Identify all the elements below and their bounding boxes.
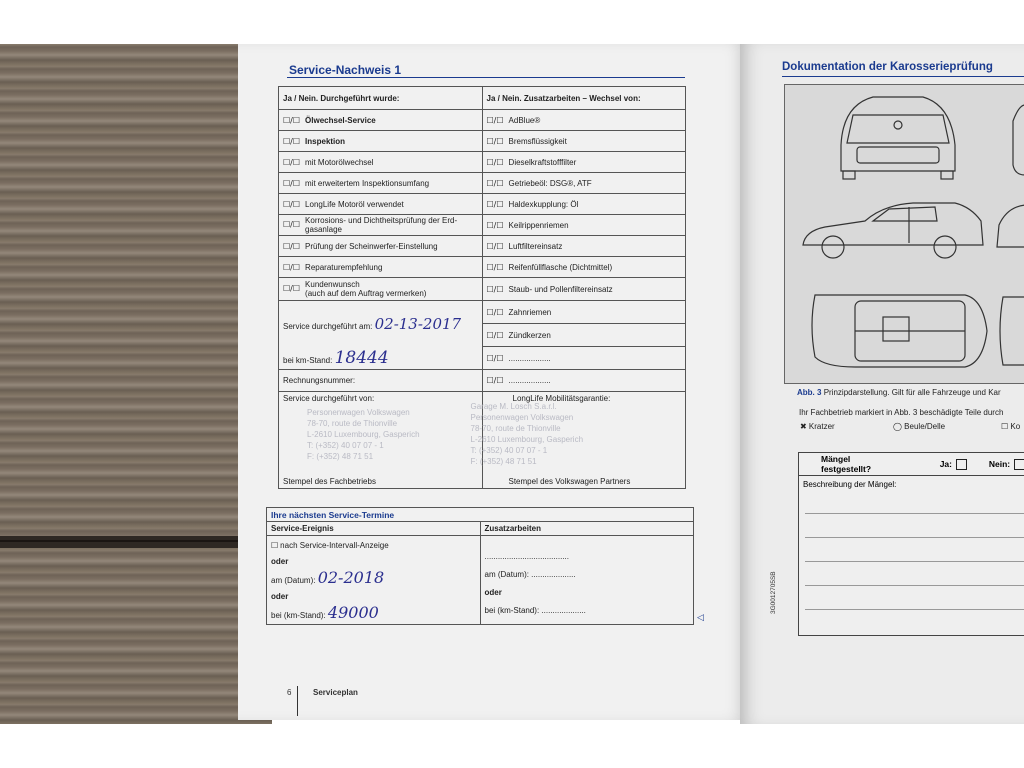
row-dieselfilter[interactable]: ☐/☐ Dieselkraftstofffilter: [482, 152, 686, 173]
nein-checkbox[interactable]: [1014, 459, 1024, 470]
car-diagram-svg: [785, 85, 1024, 383]
row-zuendkerzen[interactable]: ☐/☐ Zündkerzen: [482, 324, 686, 347]
next-service-title: Ihre nächsten Service-Termine: [267, 508, 694, 522]
triangle-icon: ◁: [697, 612, 704, 622]
km-cell[interactable]: bei km-Stand: 18444: [279, 347, 483, 370]
checkbox-icon[interactable]: ☐/☐: [486, 136, 504, 146]
row-longlife[interactable]: ☐/☐ LongLife Motoröl verwendet: [279, 194, 483, 215]
col-additional-work: Zusatzarbeiten: [480, 522, 694, 536]
handwritten-next-date: 02-2018: [317, 568, 385, 587]
defects-question: Mängel festgestellt?: [821, 454, 872, 474]
header-performed: Ja / Nein. Durchgeführt wurde:: [279, 87, 483, 110]
checkbox-icon[interactable]: ☐/☐: [283, 220, 301, 230]
header-additional: Ja / Nein. Zusatzarbeiten – Wechsel von:: [482, 87, 686, 110]
row-bremsfluessigkeit[interactable]: ☐/☐ Bremsflüssigkeit: [482, 131, 686, 152]
row-haldex[interactable]: ☐/☐ Haldexkupplung: Öl: [482, 194, 686, 215]
checkbox-icon[interactable]: ☐/☐: [283, 136, 301, 146]
checkbox-icon[interactable]: ☐/☐: [486, 262, 504, 272]
car-diagram-panel: [784, 84, 1024, 384]
next-service-event-cell[interactable]: ☐ nach Service-Intervall-Anzeige oder am (Datum): 02-2018 oder bei (km-Stand): 49000: [267, 536, 481, 625]
checkbox-icon[interactable]: ☐/☐: [486, 199, 504, 209]
checkbox-icon[interactable]: ☐/☐: [486, 115, 504, 125]
document-code: 3G0012705SB: [770, 571, 777, 614]
title-rule: [287, 77, 685, 78]
car-side-view-icon: [803, 203, 983, 258]
row-kundenwunsch[interactable]: ☐/☐ Kundenwunsch (auch auf dem Auftrag vermerken): [279, 278, 483, 301]
stamp-cell-right: LongLife Mobilitätsgarantie: Garage M. Losch S.a.r.l. Personenwagen Volkswagen 78-70, route de Thionville L-2610 Luxembourg, Gasperich T: (+352) 40 07 07 - 1 F: (+352) 48 71 51 Stempel des Volkswagen Partners: [482, 392, 686, 489]
car-rear-view-icon: [841, 97, 955, 179]
checkbox-icon[interactable]: ☐/☐: [486, 178, 504, 188]
row-luftfilter[interactable]: ☐/☐ Luftfiltereinsatz: [482, 236, 686, 257]
description-line: [805, 609, 1024, 610]
description-line: [805, 513, 1024, 514]
row-adblue[interactable]: ☐/☐ AdBlue®: [482, 110, 686, 131]
checkbox-icon[interactable]: ☐/☐: [486, 284, 504, 294]
figure-caption: Abb. 3 Prinzipdarstellung. Gilt für alle Fahrzeuge und Kar: [797, 388, 1001, 397]
checkbox-icon[interactable]: ☐/☐: [486, 376, 504, 385]
checkbox-icon[interactable]: ☐/☐: [486, 241, 504, 251]
row-getriebeoel[interactable]: ☐/☐ Getriebeöl: DSG®, ATF: [482, 173, 686, 194]
description-line: [805, 585, 1024, 586]
marking-hint: Ihr Fachbetrieb markiert in Abb. 3 beschädigte Teile durch: [799, 408, 1004, 417]
description-line: [805, 561, 1024, 562]
wooden-table: [0, 44, 272, 724]
checkbox-icon[interactable]: ☐/☐: [486, 220, 504, 230]
stamp-cell-left: Service durchgeführt von: Personenwagen Volkswagen 78-70, route de Thionville L-2610 Luxembourg, Gasperich T: (+352) 40 07 07 - 1 F: (+352) 48 71 51 Stempel des Fachbetriebs: [279, 392, 483, 489]
checkbox-icon[interactable]: ☐: [271, 541, 279, 550]
row-reifenfuell[interactable]: ☐/☐ Reifenfüllflasche (Dichtmittel): [482, 257, 686, 278]
dealer-stamp: Personenwagen Volkswagen 78-70, route de Thionville L-2610 Luxembourg, Gasperich T: (+352) 40 07 07 - 1 F: (+352) 48 71 51: [307, 408, 420, 461]
row-inspektion[interactable]: ☐/☐ Inspektion: [279, 131, 483, 152]
right-title-rule: [782, 76, 1024, 77]
legend-kratzer: ✖ Kratzer: [800, 422, 835, 431]
handwritten-km: 18444: [334, 347, 389, 368]
ja-checkbox[interactable]: [956, 459, 967, 470]
row-erweitert[interactable]: ☐/☐ mit erweitertem Inspektionsumfang: [279, 173, 483, 194]
checkbox-icon[interactable]: ☐/☐: [283, 241, 301, 251]
table-seam: [0, 536, 272, 548]
checkbox-icon[interactable]: ☐/☐: [283, 157, 301, 167]
page-title: Service-Nachweis 1: [289, 63, 402, 77]
row-zahnriemen[interactable]: ☐/☐ Zahnriemen: [482, 301, 686, 324]
partner-stamp: Garage M. Losch S.a.r.l. Personenwagen Volkswagen 78-70, route de Thionville L-2610 Luxembourg, Gasperich T: (+352) 40 07 07 - 1 F: (+352) 48 71 51: [470, 402, 584, 466]
footer-divider: [297, 686, 298, 716]
description-line: [805, 537, 1024, 538]
row-extra-1[interactable]: ☐/☐ ...................: [482, 347, 686, 370]
rechnung-cell[interactable]: Rechnungsnummer:: [279, 370, 483, 392]
footer-title: Serviceplan: [313, 688, 358, 697]
checkbox-icon[interactable]: ☐/☐: [283, 178, 301, 188]
table-seam-line: [0, 540, 272, 542]
checkbox-icon[interactable]: ☐/☐: [486, 157, 504, 167]
checkbox-icon[interactable]: ☐/☐: [283, 262, 301, 272]
checkbox-icon[interactable]: ☐/☐: [283, 199, 301, 209]
checkbox-icon[interactable]: ☐/☐: [283, 284, 301, 294]
checkbox-icon[interactable]: ☐/☐: [486, 307, 504, 317]
row-reparatur[interactable]: ☐/☐ Reparaturempfehlung: [279, 257, 483, 278]
description-label: Beschreibung der Mängel:: [803, 480, 897, 489]
row-extra-2[interactable]: ☐/☐ ...................: [482, 370, 686, 392]
row-scheinwerfer[interactable]: ☐/☐ Prüfung der Scheinwerfer-Einstellung: [279, 236, 483, 257]
row-keilrippen[interactable]: ☐/☐ Keilrippenriemen: [482, 215, 686, 236]
handwritten-date: 02-13-2017: [374, 314, 462, 333]
defects-box: Mängel festgestellt? Ja: Nein: Beschreibung der Mängel:: [798, 452, 1024, 636]
handwritten-next-km: 49000: [327, 603, 379, 622]
checkbox-icon[interactable]: ☐/☐: [283, 115, 301, 125]
legend-beule: ◯ Beule/Delle: [893, 422, 946, 431]
legend-korrosion: ☐ Ko: [1001, 422, 1021, 431]
col-service-event: Service-Ereignis: [267, 522, 481, 536]
next-additional-cell[interactable]: ...................................... am (Datum): .................... oder bei (km-Stand): ....................: [480, 536, 694, 625]
service-date-cell[interactable]: Service durchgeführt am: 02-13-2017: [279, 301, 483, 347]
car-top-view-icon: [812, 295, 987, 367]
row-motoroelwechsel[interactable]: ☐/☐ mit Motorölwechsel: [279, 152, 483, 173]
next-service-table: [266, 507, 694, 625]
service-table: [278, 86, 686, 489]
car-partial-view-icon: [997, 105, 1024, 365]
right-page-title: Dokumentation der Karosserieprüfung: [782, 61, 993, 73]
row-pollenfilter[interactable]: ☐/☐ Staub- und Pollenfiltereinsatz: [482, 278, 686, 301]
page-number: 6: [287, 688, 292, 697]
row-korrosion[interactable]: ☐/☐ Korrosions- und Dichtheitsprüfung der Erd-gasanlage: [279, 215, 483, 236]
checkbox-icon[interactable]: ☐/☐: [486, 353, 504, 363]
checkbox-icon[interactable]: ☐/☐: [486, 330, 504, 340]
row-oelwechsel[interactable]: ☐/☐ Ölwechsel-Service: [279, 110, 483, 131]
